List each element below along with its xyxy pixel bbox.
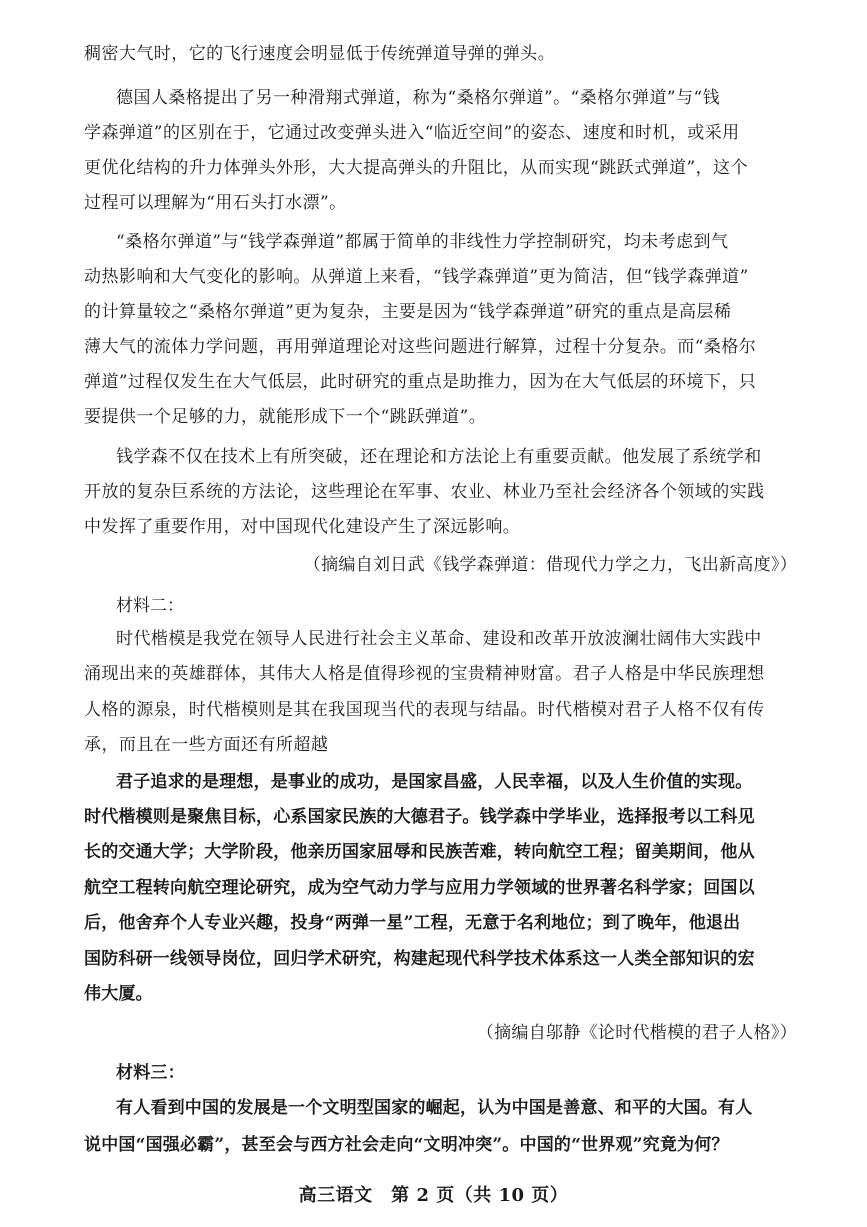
text-line: 更优化结构的升力体弹头外形，大大提高弹头的升阻比，从而实现“跳跃式弹道”，这个 bbox=[84, 158, 748, 178]
text-line: 中发挥了重要作用，对中国现代化建设产生了深远影响。 bbox=[84, 517, 521, 537]
text-line: 稠密大气时，它的飞行速度会明显低于传统弹道导弹的弹头。 bbox=[84, 44, 556, 64]
text-line: 有人看到中国的发展是一个文明型国家的崛起，认为中国是善意、和平的大国。有人 bbox=[116, 1098, 753, 1118]
text-line: 的计算量较之“桑格尔弹道”更为复杂，主要是因为“钱学森弹道”研究的重点是高层稀 bbox=[84, 302, 732, 322]
section-heading: 材料三： bbox=[116, 1063, 185, 1083]
text-line: 君子追求的是理想，是事业的成功，是国家昌盛，人民幸福，以及人生价值的实现。 bbox=[116, 772, 753, 792]
text-line: 航空工程转向航空理论研究，成为空气动力学与应用力学领域的世界著名科学家；回国以 bbox=[84, 878, 755, 898]
text-line: 动热影响和大气变化的影响。从弹道上来看，“钱学森弹道”更为简洁，但“钱学森弹道” bbox=[84, 267, 749, 287]
text-line: “桑格尔弹道”与“钱学森弹道”都属于简单的非线性力学控制研究，均未考虑到气 bbox=[116, 232, 729, 252]
text-line: 开放的复杂巨系统的方法论，这些理论在军事、农业、林业乃至社会经济各个领域的实践 bbox=[84, 482, 765, 502]
text-line: 时代楷模是我党在领导人民进行社会主义革命、建设和改革开放波澜壮阔伟大实践中 bbox=[116, 629, 762, 649]
page-footer: 高三语文 第 2 页（共 10 页） bbox=[298, 1185, 569, 1206]
text-line: 要提供一个足够的力，就能形成下一个“跳跃弹道”。 bbox=[84, 407, 487, 427]
source-citation: （摘编自刘日武《钱学森弹道：借现代力学之力，飞出新高度》） bbox=[303, 555, 797, 575]
text-line: 长的交通大学；大学阶段，他亲历国家屈辱和民族苦难，转向航空工程；留美期间，他从 bbox=[84, 842, 755, 862]
section-heading: 材料二： bbox=[116, 596, 184, 616]
source-citation: （摘编自邬静《论时代楷模的君子人格》） bbox=[476, 1023, 797, 1043]
text-line: 承，而且在一些方面还有所超越 bbox=[84, 735, 329, 755]
text-line: 钱学森不仅在技术上有所突破，还在理论和方法论上有重要贡献。他发展了系统学和 bbox=[116, 447, 762, 467]
text-line: 德国人桑格提出了另一种滑翔式弹道，称为“桑格尔弹道”。“桑格尔弹道”与“钱 bbox=[116, 88, 721, 108]
text-line: 时代楷模则是聚焦目标，心系国家民族的大德君子。钱学森中学毕业，选择报考以工科见 bbox=[84, 807, 755, 827]
text-line: 学森弹道”的区别在于，它通过改变弹头进入“临近空间”的姿态、速度和时机，或采用 bbox=[84, 123, 740, 143]
text-line: 过程可以理解为“用石头打水漂”。 bbox=[84, 193, 347, 213]
text-line: 后，他舍弃个人专业兴趣，投身“两弹一星”工程，无意于名利地位；到了晚年，他退出 bbox=[84, 913, 741, 933]
text-line: 弹道”过程仅发生在大气低层，此时研究的重点是助推力，因为在大气低层的环境下，只 bbox=[84, 372, 757, 392]
text-line: 薄大气的流体力学问题，再用弹道理论对这些问题进行解算，过程十分复杂。而“桑格尔 bbox=[84, 337, 757, 357]
text-line: 涌现出来的英雄群体，其伟大人格是值得珍视的宝贵精神财富。君子人格是中华民族理想 bbox=[84, 664, 765, 684]
text-line: 伟大厦。 bbox=[84, 984, 153, 1004]
text-line: 国防科研一线领导岗位，回归学术研究，构建起现代科学技术体系这一人类全部知识的宏 bbox=[84, 949, 755, 969]
text-line: 人格的源泉，时代楷模则是其在我国现当代的表现与结晶。时代楷模对君子人格不仅有传 bbox=[84, 700, 765, 720]
text-line: 说中国“国强必霸”，甚至会与西方社会走向“文明冲突”。中国的“世界观”究竟为何？ bbox=[84, 1135, 729, 1155]
